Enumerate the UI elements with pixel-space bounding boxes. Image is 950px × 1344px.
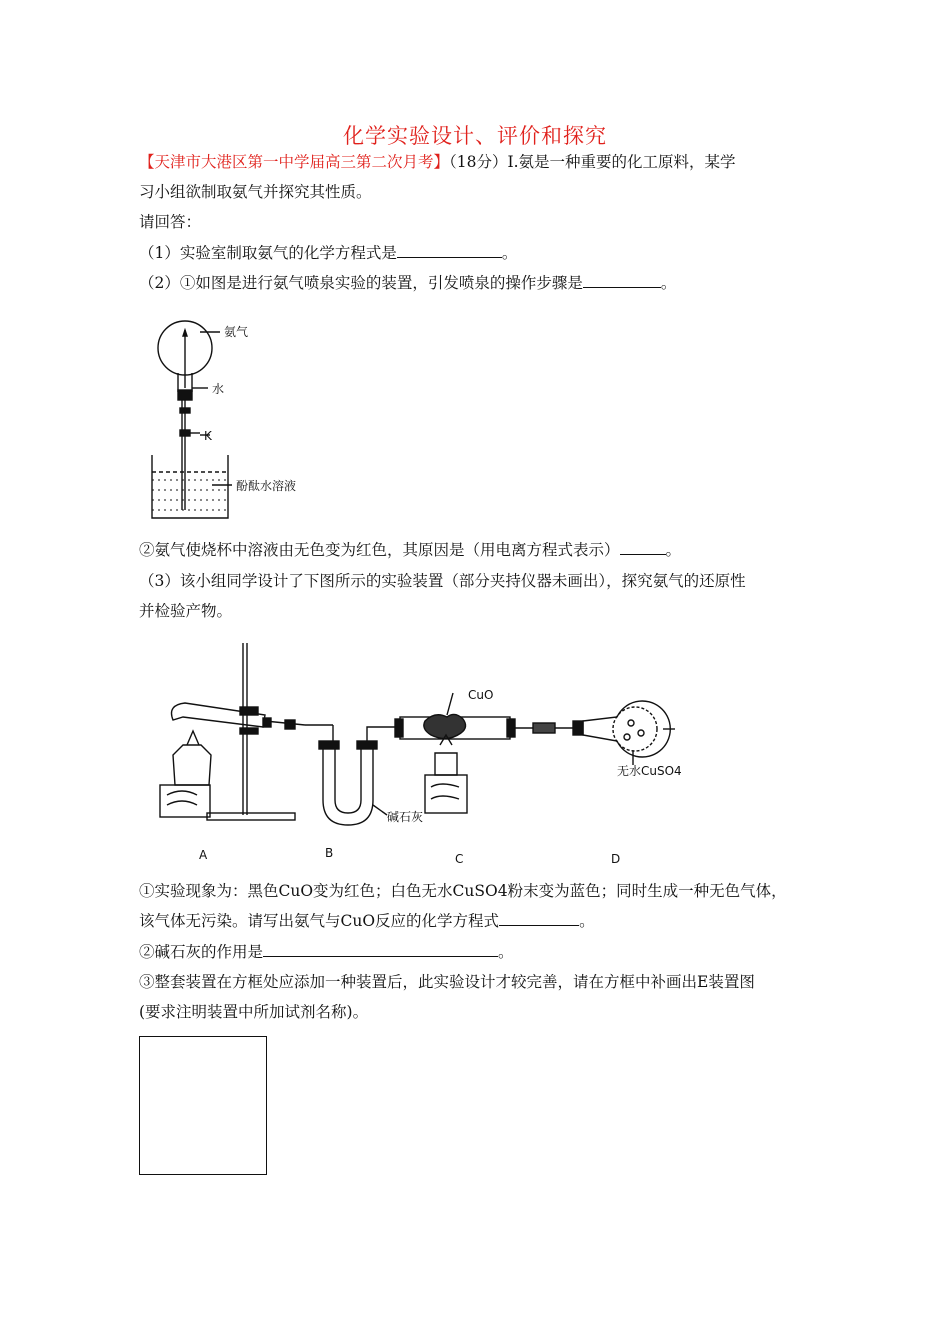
label-valve-k: K — [204, 429, 212, 443]
question-3a-line-1: ①实验现象为：黑色CuO变为红色；白色无水CuSO4粉末变为蓝色；同时生成一种无色气体， — [139, 882, 787, 900]
label-anhydrous-cuso4: 无水CuSO4 — [617, 764, 682, 778]
question-3-line-1: （3）该小组同学设计了下图所示的实验装置（部分夹持仪器未画出），探究氨气的还原性 — [139, 572, 746, 590]
answer-blank-1[interactable] — [397, 243, 502, 258]
answer-blank-2a[interactable] — [583, 273, 661, 288]
question-2a-text: （2）①如图是进行氨气喷泉实验的装置，引发喷泉的操作步骤是 — [139, 274, 583, 292]
question-1 — [139, 241, 517, 263]
question-2b — [139, 538, 681, 560]
fountain-apparatus-figure — [140, 310, 310, 525]
question-2b-text: ②氨气使烧杯中溶液由无色变为红色，其原因是（用电离方程式表示） — [139, 541, 620, 559]
question-3a-end: 。 — [579, 912, 595, 930]
label-d: D — [611, 852, 621, 866]
label-water: 水 — [212, 382, 225, 396]
prompt-text: 请回答： — [139, 213, 202, 231]
question-3a-text: 该气体无污染。请写出氨气与CuO反应的化学方程式 — [139, 912, 500, 930]
question-2b-end: 。 — [665, 541, 682, 559]
question-3c-line-2: (要求注明装置中所加试剂名称)。 — [139, 1003, 369, 1021]
question-1-end: 。 — [501, 244, 518, 262]
answer-blank-3b[interactable] — [263, 942, 498, 957]
answer-blank-3a[interactable] — [499, 911, 579, 926]
question-3b-text: ②碱石灰的作用是 — [139, 943, 264, 961]
label-phenolphthalein: 酚酞水溶液 — [236, 479, 297, 493]
question-3a-line-2 — [139, 909, 595, 931]
label-c: C — [455, 852, 464, 866]
question-3b — [139, 940, 514, 962]
intro-text-2: 习小组欲制取氨气并探究其性质。 — [139, 183, 372, 201]
reduction-apparatus-figure — [155, 635, 725, 870]
question-3-line-2: 并检验产物。 — [139, 602, 233, 620]
label-ammonia-gas: 氨气 — [224, 325, 249, 339]
question-3c-line-1: ③整套装置在方框处应添加一种装置后，此实验设计才较完善，请在方框中补画出E装置图 — [139, 973, 755, 991]
question-2a — [139, 271, 676, 293]
question-2a-end: 。 — [660, 274, 677, 292]
question-1-text: （1）实验室制取氨气的化学方程式是 — [139, 244, 397, 262]
label-soda-lime: 碱石灰 — [387, 810, 424, 824]
label-a: A — [199, 848, 208, 862]
intro-line-1 — [139, 150, 736, 172]
intro-text-1: （18分）Ⅰ.氨是一种重要的化工原料，某学 — [449, 153, 736, 171]
question-3b-end: 。 — [498, 943, 514, 961]
label-b: B — [325, 846, 334, 860]
label-cuo: CuO — [468, 688, 494, 702]
source-tag: 【天津市大港区第一中学届高三第二次月考】 — [139, 153, 450, 171]
page-title: 化学实验设计、评价和探究 — [343, 124, 607, 148]
answer-blank-2b[interactable] — [620, 540, 666, 555]
drawing-answer-box[interactable] — [139, 1036, 267, 1175]
